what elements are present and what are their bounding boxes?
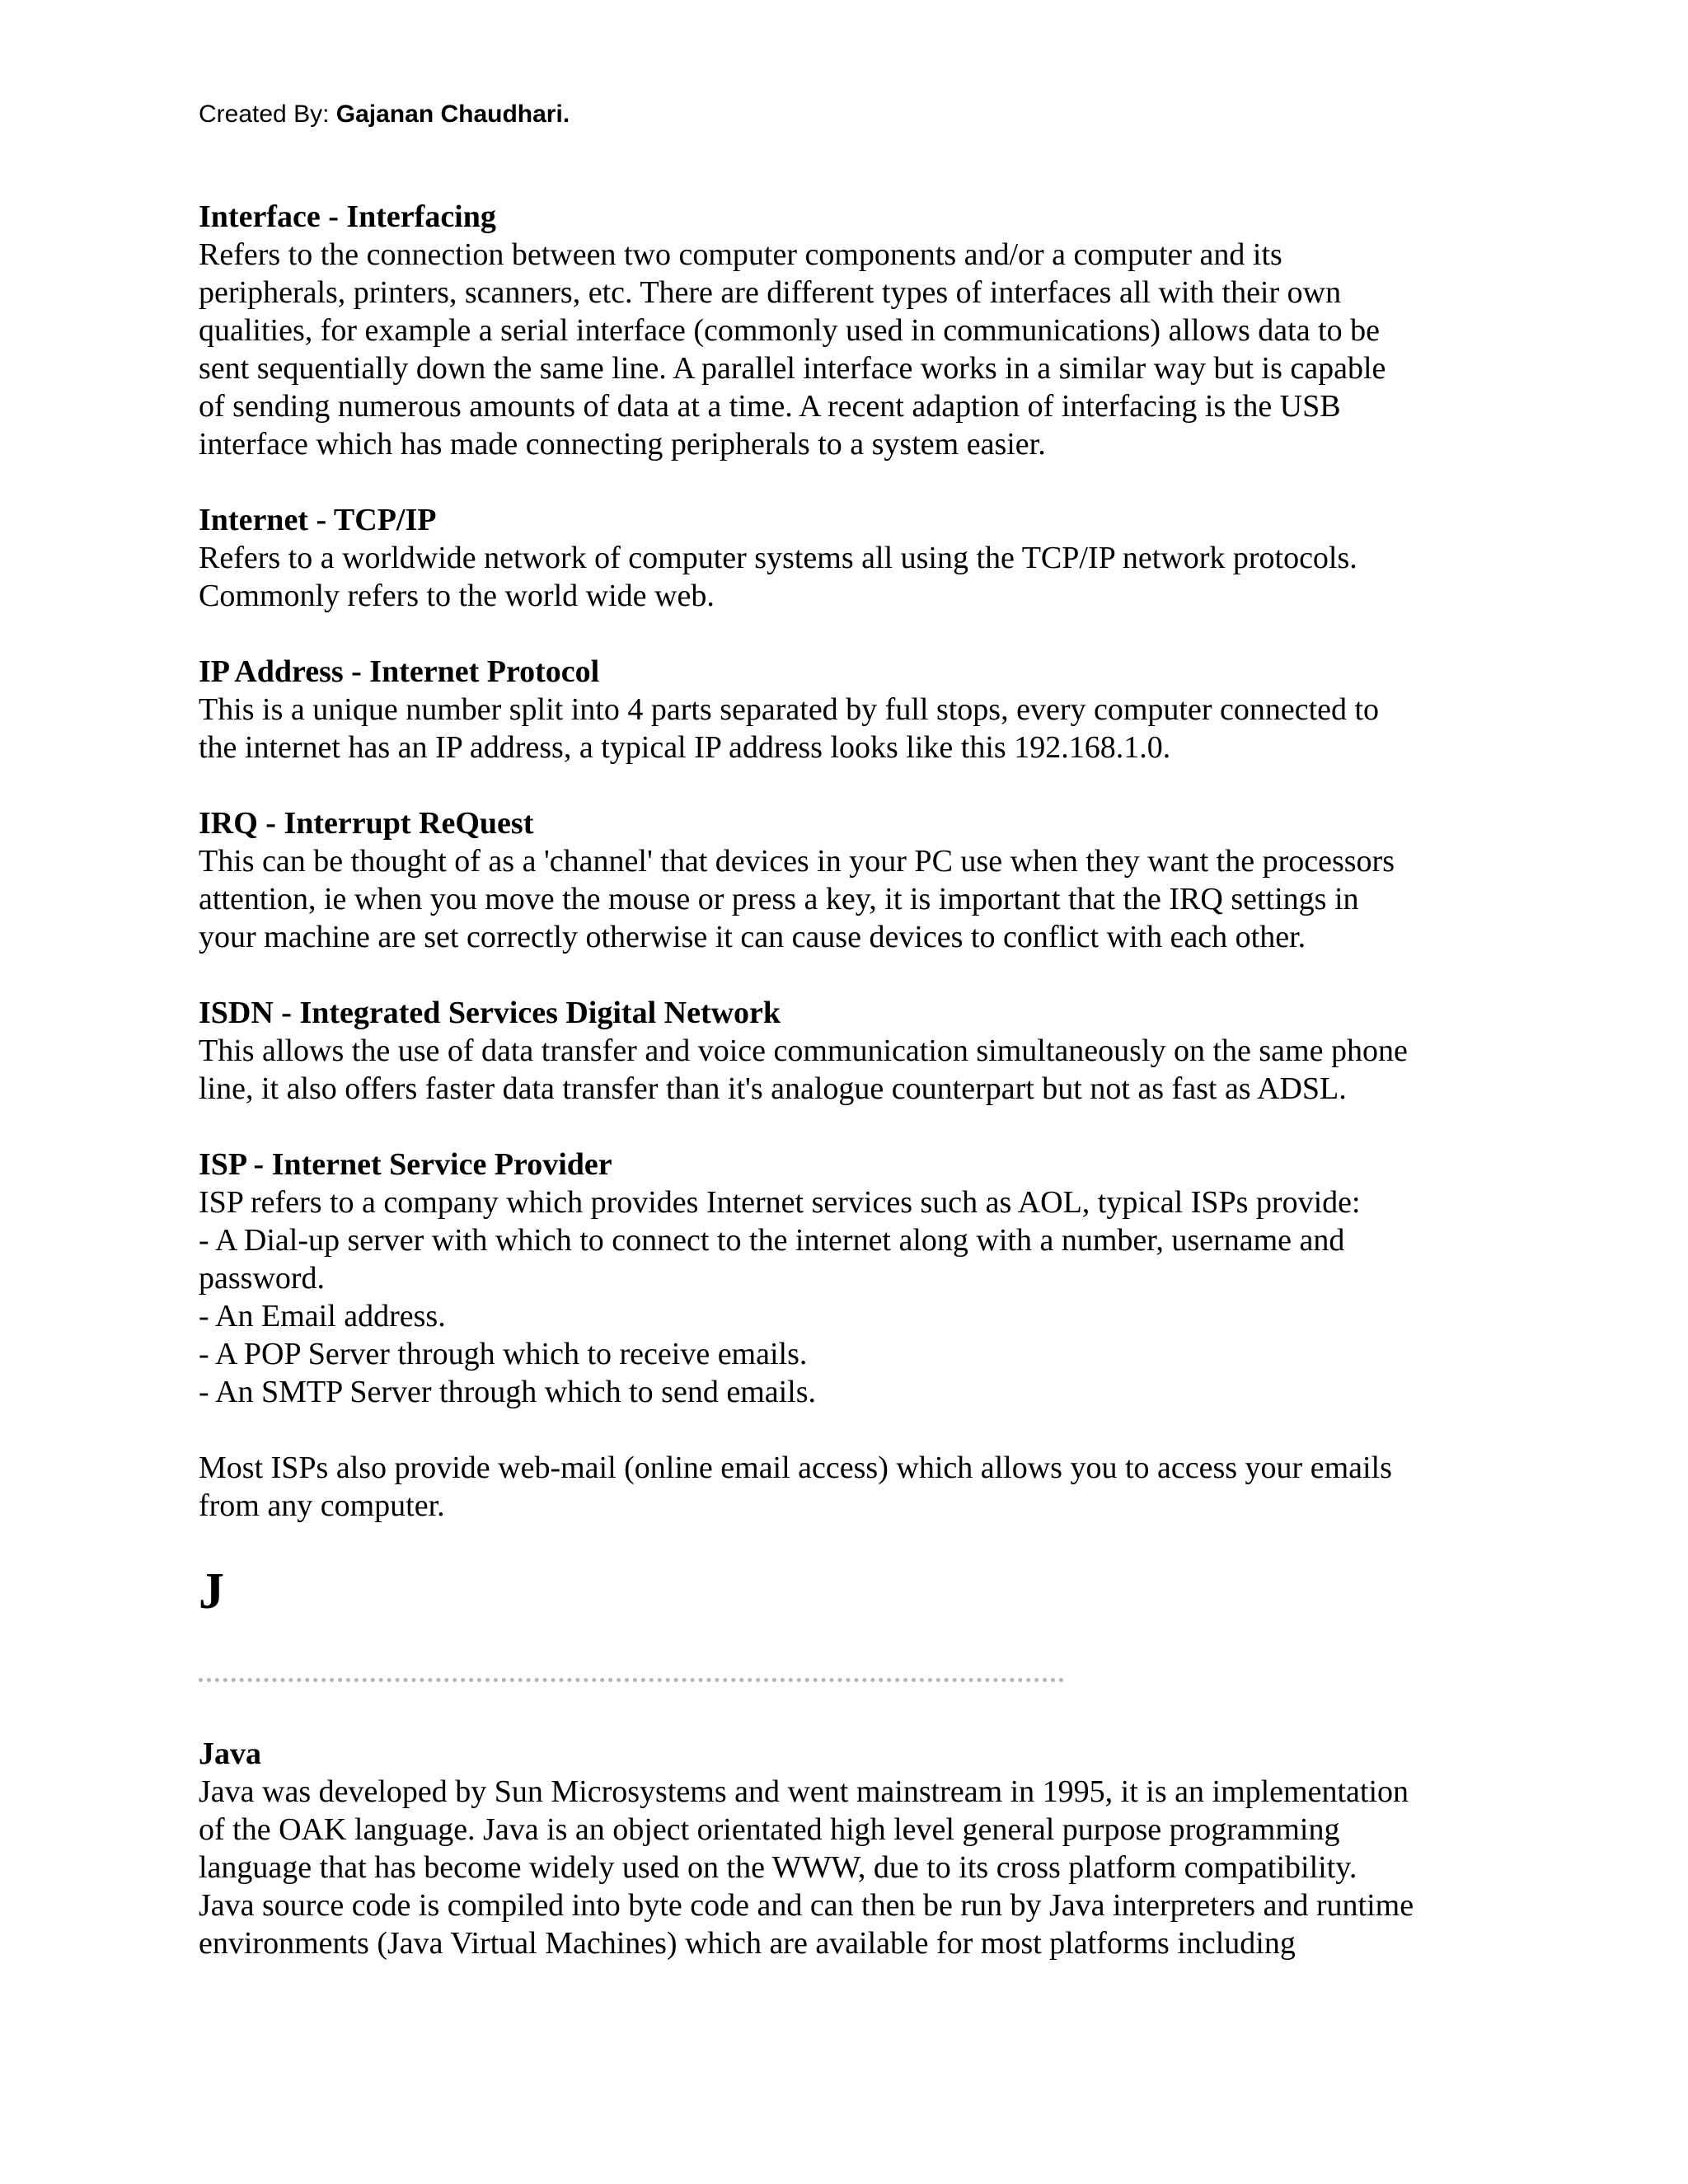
entry-line: Refers to a worldwide network of computer systems all using the TCP/IP network protocols.	[199, 541, 1357, 575]
entry-line: ISP refers to a company which provides Internet services such as AOL, typical ISPs provide:	[199, 1185, 1361, 1220]
isp-note	[199, 1449, 1484, 1525]
entry-line: - An Email address.	[199, 1299, 446, 1333]
entry-term: Java	[199, 1736, 261, 1771]
entry-line: your machine are set correctly otherwise it can cause devices to conflict with each other.	[199, 920, 1306, 954]
entry-line: This can be thought of as a 'channel' that devices in your PC use when they want the processors	[199, 844, 1395, 879]
entry-line: of the OAK language. Java is an object orientated high level general purpose programming	[199, 1812, 1340, 1847]
entry-line: attention, ie when you move the mouse or press a key, it is important that the IRQ settings in	[199, 882, 1359, 916]
entry-line: the internet has an IP address, a typical IP address looks like this 192.168.1.0.	[199, 730, 1171, 765]
entry-line: sent sequentially down the same line. A parallel interface works in a similar way but is capable	[199, 351, 1386, 386]
entry-term: IP Address - Internet Protocol	[199, 654, 600, 689]
entry-line: interface which has made connecting peripherals to a system easier.	[199, 427, 1046, 462]
entry-line: line, it also offers faster data transfer than it's analogue counterpart but not as fast as ADSL.	[199, 1071, 1347, 1106]
created-by-header	[199, 98, 570, 131]
entry-line: qualities, for example a serial interface (commonly used in communications) allows data to be	[199, 313, 1380, 348]
created-by-label: Created By:	[199, 101, 330, 128]
entry-line: Refers to the connection between two computer components and/or a computer and its	[199, 237, 1282, 272]
glossary-entry-internet	[199, 501, 1484, 615]
entry-line: This is a unique number split into 4 parts separated by full stops, every computer connected to	[199, 692, 1380, 727]
glossary-entry-isp	[199, 1146, 1484, 1411]
entry-line: from any computer.	[199, 1488, 445, 1523]
entry-line: of sending numerous amounts of data at a time. A recent adaption of interfacing is the USB	[199, 389, 1341, 424]
glossary-entry-irq	[199, 804, 1484, 956]
glossary-entry-java	[199, 1735, 1484, 1962]
entry-line: Java source code is compiled into byte code and can then be run by Java interpreters and runtime	[199, 1888, 1414, 1923]
glossary-entry-ip-address	[199, 653, 1484, 766]
entry-term: IRQ - Interrupt ReQuest	[199, 806, 534, 841]
entry-term: ISDN - Integrated Services Digital Network	[199, 996, 781, 1030]
section-divider	[199, 1678, 1064, 1682]
author-name: Gajanan Chaudhari.	[335, 101, 570, 128]
entry-term: Internet - TCP/IP	[199, 503, 437, 537]
entry-line: language that has become widely used on the WWW, due to its cross platform compatibility.	[199, 1850, 1357, 1885]
entry-line: peripherals, printers, scanners, etc. There are different types of interfaces all with their own	[199, 275, 1342, 310]
entry-line: - A Dial-up server with which to connect to the internet along with a number, username and	[199, 1223, 1345, 1258]
entry-line: - A POP Server through which to receive emails.	[199, 1337, 808, 1371]
entry-term: Interface - Interfacing	[199, 199, 496, 234]
glossary-content	[199, 198, 1484, 2000]
entry-line: Commonly refers to the world wide web.	[199, 579, 715, 613]
entry-line: environments (Java Virtual Machines) which are available for most platforms including	[199, 1926, 1296, 1961]
glossary-entry-interface	[199, 198, 1484, 463]
entry-line: password.	[199, 1261, 326, 1296]
entry-line: Java was developed by Sun Microsystems and went mainstream in 1995, it is an implementation	[199, 1774, 1409, 1809]
glossary-entry-isdn	[199, 994, 1484, 1108]
entry-line: Most ISPs also provide web-mail (online email access) which allows you to access your emails	[199, 1451, 1392, 1485]
entry-term: ISP - Internet Service Provider	[199, 1147, 612, 1182]
entry-line: - An SMTP Server through which to send emails.	[199, 1375, 817, 1409]
entry-line: This allows the use of data transfer and voice communication simultaneously on the same phone	[199, 1033, 1408, 1068]
section-letter-heading: J	[199, 1563, 224, 1619]
